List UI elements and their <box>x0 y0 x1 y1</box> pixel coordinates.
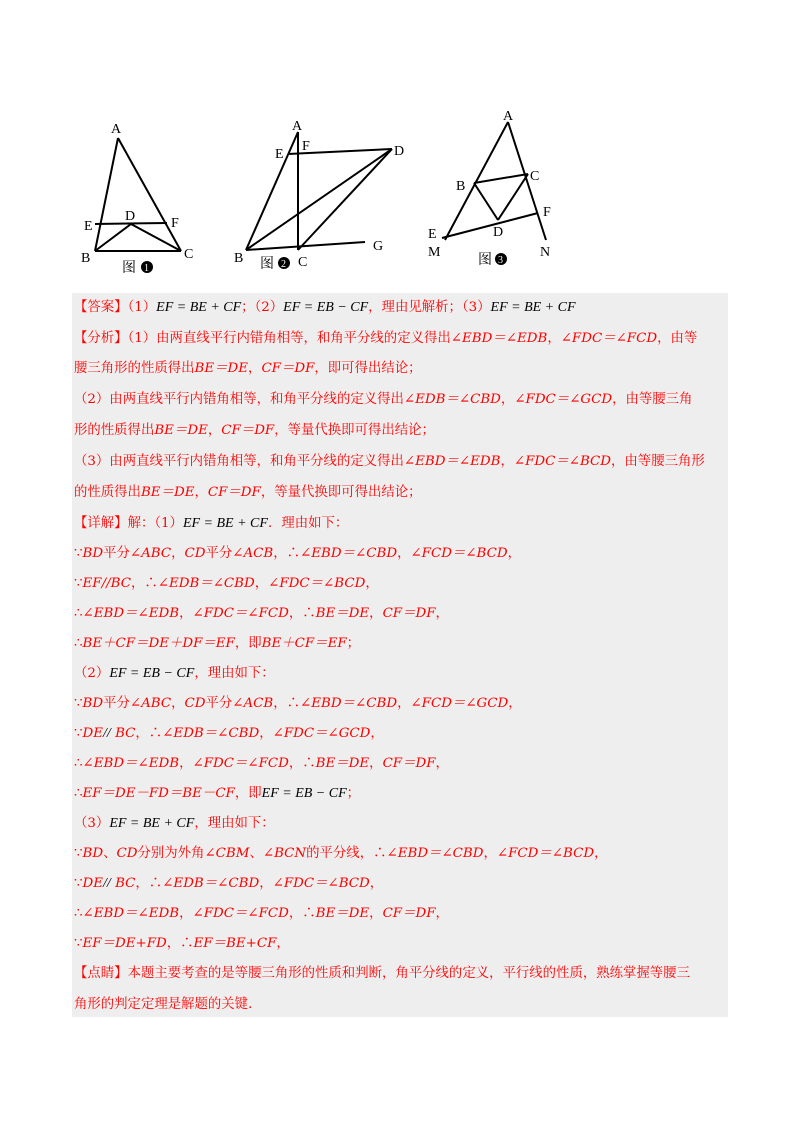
text-run: ， <box>179 906 193 921</box>
text-run: ∠FCD＝∠BCD <box>496 846 595 861</box>
fig2-label-g: G <box>373 239 384 254</box>
text-run: ， <box>370 726 384 741</box>
text-run: ， <box>397 696 411 711</box>
text-run: ，理由如下： <box>194 816 275 831</box>
text-run: BE＝DE <box>140 485 195 500</box>
text-run: ， <box>369 606 383 621</box>
text-run: ； <box>346 636 361 651</box>
text-run: ∴ <box>74 906 83 921</box>
text-run: ，理由如下： <box>194 666 275 681</box>
text-run: CD <box>116 846 138 861</box>
fig3-label-a: A <box>503 109 514 124</box>
math-expression: EF = EB − CF <box>261 786 347 801</box>
text-run: ∠FDC＝∠GCD <box>514 392 613 407</box>
text-run: ，∴ <box>130 576 158 591</box>
text-run: ∠FDC＝∠FCD <box>560 331 658 346</box>
text-run: ，理由见解析；（3） <box>368 300 491 315</box>
fig1-label-f: F <box>171 216 179 231</box>
text-run: 、 <box>249 846 263 861</box>
fig2-label-c: C <box>298 255 308 270</box>
text-run: BE＝DE <box>154 423 208 438</box>
text-run: ，由等腰三角 <box>612 392 693 407</box>
solution-line <box>74 604 449 624</box>
solution-line <box>74 754 449 774</box>
text-run: ∠FCD＝∠BCD <box>410 546 508 561</box>
text-run: ∵ <box>74 546 83 561</box>
text-run: ， <box>594 846 608 861</box>
text-run: 【点睛】 <box>74 966 128 981</box>
solution-line <box>74 390 692 410</box>
text-run: （2） <box>74 666 110 681</box>
text-run: ，即 <box>234 636 262 651</box>
fig1-label-a: A <box>111 122 122 137</box>
math-expression: EF = EB − CF <box>109 666 195 681</box>
text-run: ∠EBD＝∠EDB <box>450 331 548 346</box>
text-run: （3）由两直线平行内错角相等，和角平分线的定义得出 <box>74 454 404 469</box>
text-run: ∠EDB＝∠CBD <box>162 726 260 741</box>
text-run: ∠EDB＝∠CBD <box>162 876 260 891</box>
text-run: ； <box>346 786 361 801</box>
fig3-number: 3 <box>498 255 503 266</box>
text-run: （2）由两直线平行内错角相等，和角平分线的定义得出 <box>74 392 404 407</box>
text-run: ， <box>500 454 514 469</box>
text-run: ∠EBD＝∠CBD <box>300 546 398 561</box>
text-run: 平分 <box>205 696 233 711</box>
text-run: ∴ <box>74 606 83 621</box>
text-run: ， <box>483 846 497 861</box>
text-run: CF＝DF <box>382 756 436 771</box>
text-run: EF＝BE+CF <box>193 936 277 951</box>
text-run: CF＝DF <box>382 606 436 621</box>
solution-line <box>74 664 275 684</box>
solution-line <box>74 544 521 564</box>
solution-line <box>74 574 379 594</box>
fig2-label-e: E <box>275 147 284 162</box>
text-run: 解：（1） <box>127 516 183 531</box>
fig3-caption: 图 <box>478 253 492 268</box>
text-run: BE＋CF＝EF <box>261 636 347 651</box>
text-run: BD <box>82 546 104 561</box>
text-run: BD <box>82 696 104 711</box>
text-run: ∠EBD＝∠CBD <box>386 846 484 861</box>
text-run: DE <box>82 876 104 891</box>
text-run: ∠FDC＝∠FCD <box>192 606 289 621</box>
text-run: ∠BCN <box>262 846 307 861</box>
fig1-label-b: B <box>81 251 91 266</box>
text-run: ，∴ <box>288 906 316 921</box>
solution-line <box>74 874 383 894</box>
text-run: ，即可得出结论； <box>314 361 422 376</box>
solution-line <box>74 934 290 954</box>
text-run: ∠FDC＝∠FCD <box>192 906 289 921</box>
text-run: ，∴ <box>135 876 163 891</box>
text-run: BD <box>82 846 104 861</box>
fig3-label-b: B <box>456 179 466 194</box>
text-run: ∠FDC＝∠FCD <box>192 756 289 771</box>
text-run: ， <box>365 576 379 591</box>
text-run: ∵ <box>74 936 83 951</box>
text-run: ， <box>179 606 193 621</box>
fig2-label-a: A <box>292 119 303 134</box>
text-run: ∠FDC＝∠BCD <box>513 454 612 469</box>
solution-line <box>74 724 384 744</box>
text-run: CF＝DF <box>261 361 315 376</box>
text-run: ∠ACB <box>232 696 274 711</box>
text-run: CF＝DF <box>382 906 436 921</box>
text-run: BC <box>110 726 136 741</box>
text-run: 的平分线，∴ <box>306 846 387 861</box>
text-run: 形的性质得出 <box>74 423 155 438</box>
fig2-caption: 图 <box>260 257 274 272</box>
text-run: ，∴ <box>288 756 316 771</box>
text-run: BE＝DE <box>194 361 249 376</box>
text-run: ， <box>171 546 185 561</box>
text-run: BE＋CF＝DE＋DF＝EF <box>82 636 235 651</box>
text-run: BC <box>110 876 136 891</box>
text-run: ∠EDB＝∠CBD <box>403 392 501 407</box>
fig3-label-c: C <box>530 169 540 184</box>
fig2-label-f: F <box>302 139 310 154</box>
text-run: 平分 <box>103 696 130 711</box>
text-run: EF＝DE+FD <box>82 936 167 951</box>
text-run: DE <box>82 726 104 741</box>
fig1-number: 1 <box>144 263 149 274</box>
text-run: BE＝DE <box>315 756 370 771</box>
text-run: ， <box>259 726 273 741</box>
text-run: ∴ <box>74 786 83 801</box>
text-run: ∵ <box>74 846 83 861</box>
math-expression: EF = BE + CF <box>109 816 195 831</box>
text-run: ，由等 <box>657 331 698 346</box>
fig3-label-e: E <box>428 227 437 242</box>
text-run: ∵ <box>74 696 83 711</box>
text-run: （1）由两直线平行内错角相等，和角平分线的定义得出 <box>127 331 451 346</box>
text-run: ， <box>547 331 561 346</box>
text-run: ， <box>194 485 208 500</box>
text-run: BE＝DE <box>315 606 370 621</box>
solution-line <box>74 452 705 472</box>
solution-line <box>74 514 348 534</box>
text-run: ∴ <box>74 636 83 651</box>
text-run: 【分析】 <box>74 331 128 346</box>
solution-line <box>74 844 607 864</box>
math-expression: EF = BE + CF <box>156 300 242 315</box>
solution-line <box>74 634 360 654</box>
fig3-label-d: D <box>493 225 504 240</box>
fig1-label-d: D <box>125 209 136 224</box>
figure-1 <box>95 138 181 251</box>
solution-line <box>74 421 435 441</box>
text-run: ， <box>369 906 383 921</box>
text-run: ， <box>369 756 383 771</box>
text-run: ．理由如下： <box>267 516 349 531</box>
fig3-label-f: F <box>543 205 551 220</box>
text-run: ， <box>507 546 522 561</box>
text-run: ，等量代换即可得出结论； <box>260 485 422 500</box>
text-run: ，∴ <box>166 936 194 951</box>
text-run: CD <box>184 696 206 711</box>
text-run: ，等量代换即可得出结论； <box>274 423 435 438</box>
text-run: ，∴ <box>288 606 316 621</box>
fig3-label-m: M <box>428 245 441 260</box>
text-run: ，由等腰三角形 <box>611 454 705 469</box>
text-run: ∠EBD＝∠EDB <box>403 454 501 469</box>
text-run: ∠FDC＝∠BCD <box>272 876 370 891</box>
math-expression: // <box>103 876 111 891</box>
text-run: ，∴ <box>135 726 163 741</box>
text-run: ∠EBD＝∠EDB <box>82 606 180 621</box>
text-run: ∠CBM <box>204 846 250 861</box>
solution-line <box>74 359 422 379</box>
fig1-label-e: E <box>84 219 93 234</box>
text-run: ∵ <box>74 726 83 741</box>
text-run: BE＝DE <box>315 906 370 921</box>
text-run: 【详解】 <box>74 516 128 531</box>
text-run: ，∴ <box>273 696 301 711</box>
text-run: ， <box>254 576 269 591</box>
math-expression: EF = EB − CF <box>283 300 369 315</box>
text-run: ， <box>171 696 185 711</box>
text-run: ，即 <box>234 786 262 801</box>
text-run: EF//BC <box>82 576 131 591</box>
text-run: 平分 <box>205 546 233 561</box>
text-run: （3） <box>74 816 110 831</box>
text-run: ， <box>500 392 515 407</box>
text-run: ， <box>397 546 411 561</box>
text-run: EF＝DE－FD＝BE－CF <box>82 786 235 801</box>
text-run: ，∴ <box>273 546 301 561</box>
solution-line <box>74 694 522 714</box>
text-run: ， <box>207 423 222 438</box>
solution-line <box>74 964 690 984</box>
text-run: CF＝DF <box>221 423 275 438</box>
text-run: 角形的判定定理是解题的关键． <box>74 997 262 1012</box>
fig1-caption: 图 <box>122 261 136 276</box>
text-run: ， <box>179 756 193 771</box>
text-run: ， <box>369 876 384 891</box>
text-run: ， <box>248 361 262 376</box>
solution-line <box>74 784 360 804</box>
text-run: CF＝DF <box>207 485 261 500</box>
solution-line <box>74 298 576 318</box>
text-run: 【答案】 <box>74 300 128 315</box>
fig3-label-n: N <box>540 245 551 260</box>
text-run: ∠ABC <box>129 696 172 711</box>
text-run: ∠EBD＝∠EDB <box>82 906 180 921</box>
text-run: ；（2） <box>241 300 284 315</box>
geometry-figures <box>0 0 800 290</box>
fig2-number: 2 <box>281 259 286 270</box>
text-run: ∠EBD＝∠CBD <box>300 696 398 711</box>
text-run: ， <box>276 936 290 951</box>
math-expression: // <box>103 726 111 741</box>
solution-line <box>74 995 261 1015</box>
text-run: 腰三角形的性质得出 <box>74 361 195 376</box>
text-run: ∠EDB＝∠CBD <box>157 576 255 591</box>
text-run: ∠FCD＝∠GCD <box>410 696 509 711</box>
text-run: ∵ <box>74 876 83 891</box>
solution-line <box>74 329 697 349</box>
text-run: 平分 <box>103 546 130 561</box>
figure-2 <box>246 132 392 250</box>
text-run: ∠EBD＝∠EDB <box>82 756 180 771</box>
text-run: CD <box>184 546 206 561</box>
text-run: ， <box>435 756 449 771</box>
text-run: 本题主要考查的是等腰三角形的性质和判断，角平分线的定义，平行线的性质，熟练掌握等腰三 <box>127 966 690 981</box>
text-run: ∴ <box>74 756 83 771</box>
text-run: 分别为外角 <box>137 846 205 861</box>
math-expression: EF = BE + CF <box>182 516 268 531</box>
text-run: ， <box>259 876 273 891</box>
text-run: ， <box>435 606 449 621</box>
text-run: 的性质得出 <box>74 485 141 500</box>
solution-line <box>74 904 449 924</box>
fig2-label-d: D <box>394 144 405 159</box>
text-run: ， <box>508 696 522 711</box>
solution-line <box>74 814 275 834</box>
text-run: ∵ <box>74 576 83 591</box>
solution-line <box>74 483 422 503</box>
text-run: 、 <box>103 846 117 861</box>
text-run: ∠FDC＝∠BCD <box>268 576 366 591</box>
math-expression: EF = BE + CF <box>490 300 576 315</box>
text-run: ∠FDC＝∠GCD <box>272 726 371 741</box>
text-run: ∠ABC <box>129 546 172 561</box>
text-run: ， <box>435 906 449 921</box>
fig1-label-c: C <box>184 247 194 262</box>
text-run: （1） <box>127 300 157 315</box>
fig2-label-b: B <box>234 251 244 266</box>
text-run: ∠ACB <box>232 546 274 561</box>
